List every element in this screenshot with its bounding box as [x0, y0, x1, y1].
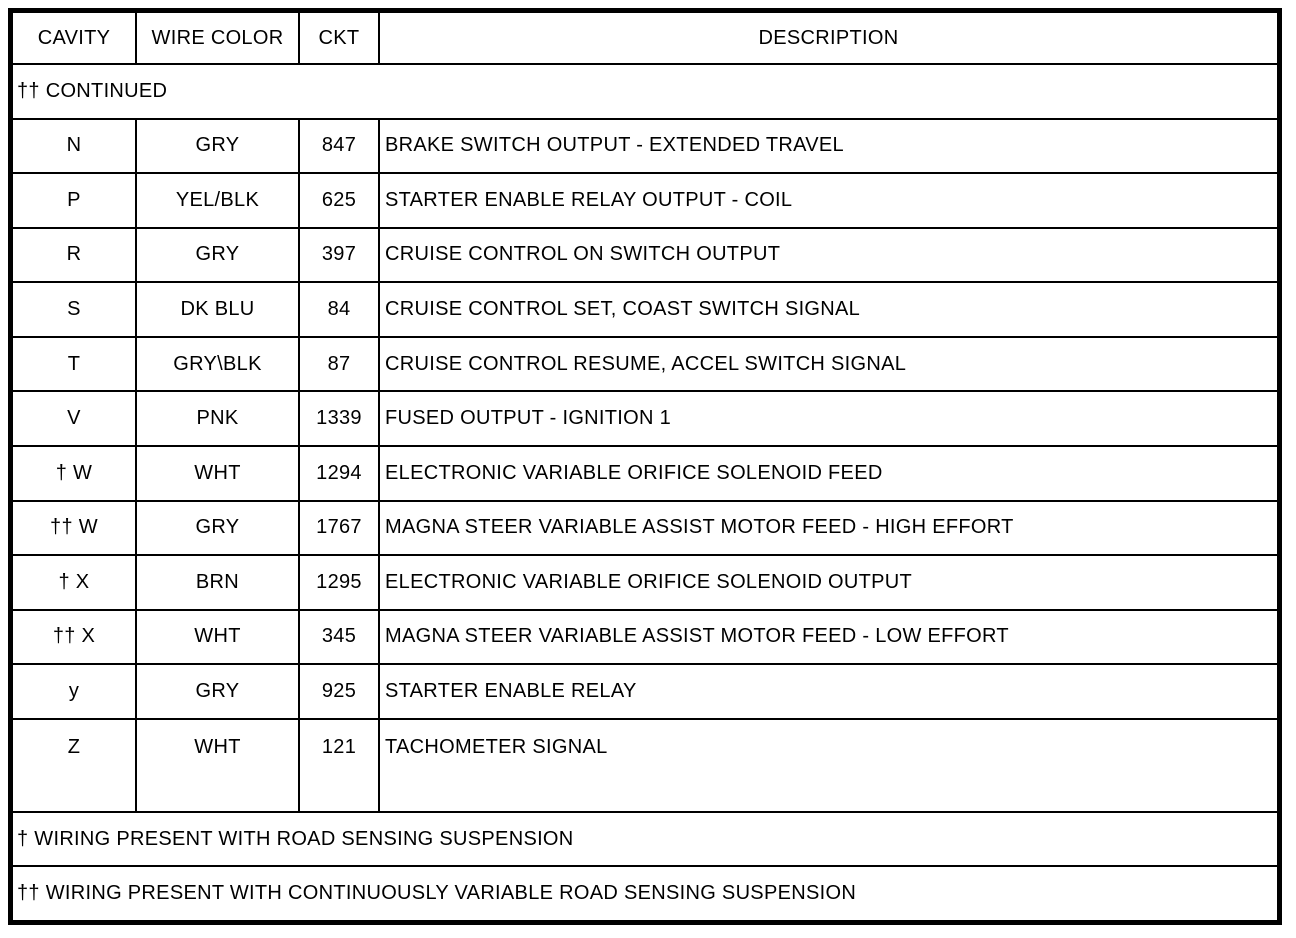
cell-cavity: P [12, 173, 136, 228]
header-cavity: CAVITY [12, 12, 136, 64]
cell-description: MAGNA STEER VARIABLE ASSIST MOTOR FEED - LOW EFFORT [379, 610, 1278, 665]
cell-description: CRUISE CONTROL RESUME, ACCEL SWITCH SIGNAL [379, 337, 1278, 392]
footnote-road-sensing: † WIRING PRESENT WITH ROAD SENSING SUSPENSION [12, 812, 1278, 867]
cell-ckt: 1294 [299, 446, 379, 501]
cell-cavity: N [12, 119, 136, 174]
header-description: DESCRIPTION [379, 12, 1278, 64]
table-row [12, 173, 1278, 228]
cell-wire-color: YEL/BLK [136, 173, 299, 228]
connector-table-sheet [8, 8, 1282, 925]
table-row [12, 391, 1278, 446]
cell-ckt: 1295 [299, 555, 379, 610]
footnote-continuously-variable: †† WIRING PRESENT WITH CONTINUOUSLY VARIABLE ROAD SENSING SUSPENSION [12, 866, 1278, 921]
cell-wire-color: WHT [136, 610, 299, 665]
footnote-row [12, 812, 1278, 867]
cell-cavity: †† X [12, 610, 136, 665]
cell-wire-color: GRY [136, 664, 299, 719]
cell-ckt: 625 [299, 173, 379, 228]
cell-description: STARTER ENABLE RELAY [379, 664, 1278, 719]
cell-ckt: 1339 [299, 391, 379, 446]
table-row [12, 282, 1278, 337]
cell-description: ELECTRONIC VARIABLE ORIFICE SOLENOID FEED [379, 446, 1278, 501]
table-row [12, 501, 1278, 556]
cell-description: FUSED OUTPUT - IGNITION 1 [379, 391, 1278, 446]
cell-ckt: 1767 [299, 501, 379, 556]
cell-ckt: 87 [299, 337, 379, 392]
header-wire-color: WIRE COLOR [136, 12, 299, 64]
cell-wire-color: PNK [136, 391, 299, 446]
table-row [12, 555, 1278, 610]
cell-wire-color: DK BLU [136, 282, 299, 337]
cell-wire-color: GRY [136, 501, 299, 556]
table-row [12, 664, 1278, 719]
table-row [12, 337, 1278, 392]
cell-cavity: V [12, 391, 136, 446]
cell-description: CRUISE CONTROL ON SWITCH OUTPUT [379, 228, 1278, 283]
cell-cavity: Z [12, 719, 136, 812]
cell-cavity: † X [12, 555, 136, 610]
cell-cavity: R [12, 228, 136, 283]
continued-note: †† CONTINUED [12, 64, 1278, 119]
cell-cavity: †† W [12, 501, 136, 556]
cell-cavity: † W [12, 446, 136, 501]
cell-ckt: 345 [299, 610, 379, 665]
cell-wire-color: GRY [136, 119, 299, 174]
cell-cavity: S [12, 282, 136, 337]
cell-wire-color: WHT [136, 446, 299, 501]
cell-description: STARTER ENABLE RELAY OUTPUT - COIL [379, 173, 1278, 228]
continued-note-row [12, 64, 1278, 119]
cell-cavity: y [12, 664, 136, 719]
connector-cavity-table [11, 11, 1279, 922]
cell-ckt: 847 [299, 119, 379, 174]
header-ckt: CKT [299, 12, 379, 64]
cell-description: MAGNA STEER VARIABLE ASSIST MOTOR FEED - HIGH EFFORT [379, 501, 1278, 556]
cell-ckt: 121 [299, 719, 379, 812]
table-row [12, 119, 1278, 174]
cell-description: TACHOMETER SIGNAL [379, 719, 1278, 812]
cell-description: CRUISE CONTROL SET, COAST SWITCH SIGNAL [379, 282, 1278, 337]
cell-ckt: 84 [299, 282, 379, 337]
table-row [12, 446, 1278, 501]
table-row [12, 610, 1278, 665]
cell-ckt: 397 [299, 228, 379, 283]
cell-wire-color: GRY\BLK [136, 337, 299, 392]
cell-wire-color: WHT [136, 719, 299, 812]
table-row [12, 719, 1278, 812]
cell-wire-color: GRY [136, 228, 299, 283]
table-row [12, 228, 1278, 283]
cell-ckt: 925 [299, 664, 379, 719]
cell-wire-color: BRN [136, 555, 299, 610]
cell-cavity: T [12, 337, 136, 392]
cell-description: ELECTRONIC VARIABLE ORIFICE SOLENOID OUTPUT [379, 555, 1278, 610]
footnote-row [12, 866, 1278, 921]
table-header-row [12, 12, 1278, 64]
cell-description: BRAKE SWITCH OUTPUT - EXTENDED TRAVEL [379, 119, 1278, 174]
